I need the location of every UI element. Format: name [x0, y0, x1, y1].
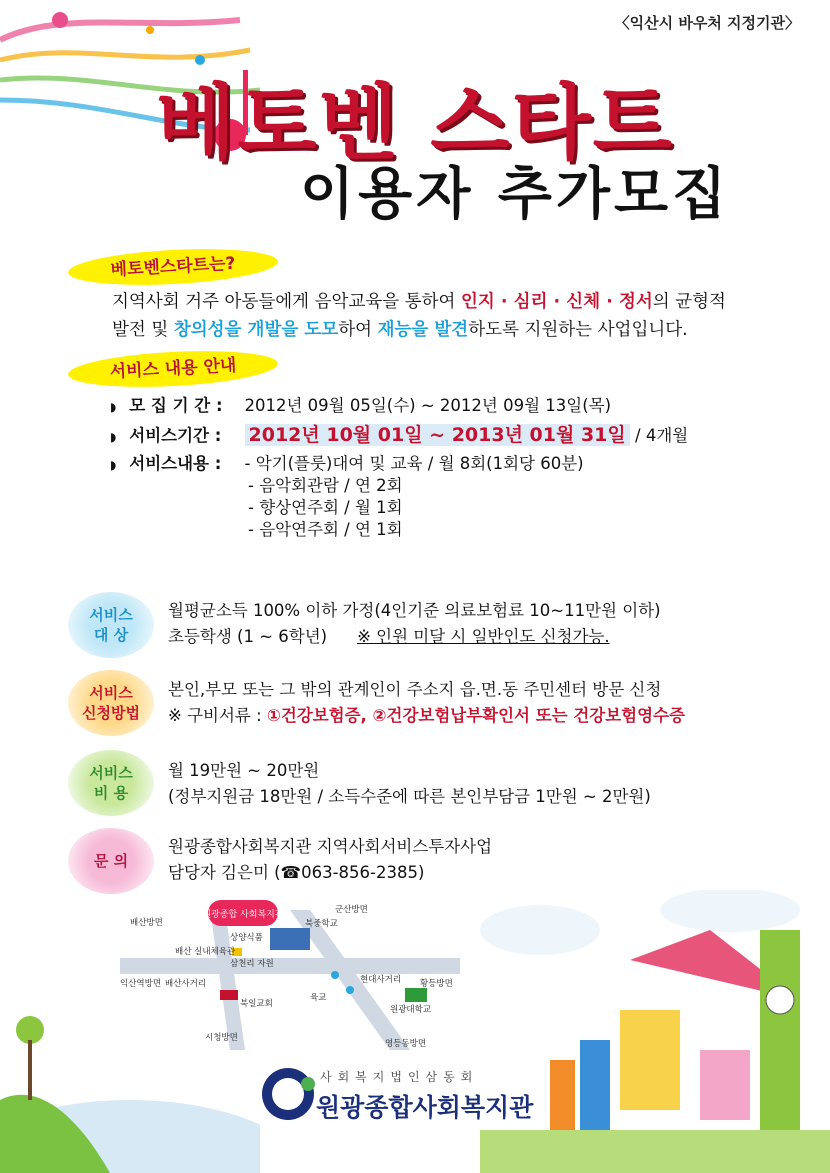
book-house-icon [620, 1010, 680, 1110]
service-content-item: - 음악연주회 / 연 1회 [248, 520, 403, 539]
about-highlight-blue: 창의성을 개발을 도모 [173, 320, 339, 340]
service-period-value: 2012년 10월 01일 ~ 2013년 01월 31일 [245, 424, 630, 446]
service-period-row [110, 420, 688, 447]
organization-name: 원광종합사회복지관 [316, 1093, 534, 1122]
inquiry-info [168, 834, 492, 886]
map-label: 배산 실내체육관 [175, 947, 236, 957]
target-line: 초등학생 (1 ~ 6학년) [168, 627, 328, 646]
bullet-icon: ◗ [110, 458, 117, 472]
welfare-center-building-icon [270, 928, 310, 950]
target-line: 월평균소득 100% 이하 가정(4인기준 의료보험료 10~11만원 이하) [168, 601, 661, 620]
map-label: 북중학교 [305, 919, 338, 929]
map-label: 북일교회 [240, 999, 273, 1009]
page-subtitle: 이용자 추가모집 [300, 162, 731, 227]
about-text-part: 의 균형적 [652, 292, 726, 312]
about-highlight-red: 인지 · 심리 · 신체 · 정서 [461, 292, 653, 312]
badge-text: 서비스 [89, 764, 133, 782]
girl-on-swing-icon [700, 1050, 750, 1120]
service-target-badge [68, 592, 154, 658]
service-content-item: - 음악회관람 / 연 2회 [248, 476, 403, 495]
badge-text: 문 의 [93, 852, 129, 870]
service-content-item: - 향상연주회 / 월 1회 [248, 498, 403, 517]
map-badge-label: 원광종합 사회복지관 [202, 910, 284, 920]
badge-text: 신청방법 [82, 704, 140, 722]
bullet-icon: ◗ [110, 430, 117, 444]
pencil-town-illustration [480, 890, 830, 1173]
map-label: 원광대학교 [390, 1005, 432, 1015]
map-label: 익산역방면 [120, 979, 162, 989]
map-label: 군산방면 [335, 905, 368, 915]
map-label: 상양식품 [230, 933, 263, 943]
apply-info [168, 677, 685, 729]
target-info [168, 598, 661, 650]
badge-text: 비 용 [93, 784, 129, 802]
organization-logo-icon [260, 1064, 316, 1124]
university-building-icon [405, 988, 427, 1002]
required-documents: ①건강보험증, ②건강보험납부확인서 또는 건강보험영수증 [266, 706, 685, 725]
map-label: 현대사거리 [360, 975, 402, 985]
tree-icon [16, 1016, 44, 1044]
voucher-designation: 〈익산시 바우처 지정기관〉 [614, 14, 800, 32]
map-label: 황등방면 [420, 979, 453, 989]
inquiry-badge [68, 828, 154, 894]
about-text-part: 지역사회 거주 아동들에게 음악교육을 통하여 [112, 292, 462, 312]
map-label: 시청방면 [205, 1033, 238, 1043]
about-text-part: 하도록 지원하는 사업입니다. [468, 320, 688, 340]
map-label: 배산사거리 [165, 979, 207, 989]
contact-line: 담당자 김은미 (☎063-856-2385) [168, 863, 425, 882]
page-title: 베토벤 스타트 [156, 76, 674, 171]
about-text-part: 발전 및 [112, 320, 174, 340]
inquiry-line: 원광종합사회복지관 지역사회서비스투자사업 [168, 837, 493, 856]
service-apply-badge [68, 670, 154, 736]
service-content-row [110, 450, 584, 474]
service-section-heading: 서비스 내용 안내 [67, 347, 278, 392]
badge-text: 서비스 [89, 684, 133, 702]
cost-line: (정부지원금 18만원 / 소득수준에 따른 본인부담금 1만원 ~ 2만원) [168, 787, 651, 806]
landscape-decoration [0, 1000, 260, 1173]
apply-line: 본인,부모 또는 그 밖의 관계인이 주소지 읍.면.동 주민센터 방문 신청 [168, 680, 662, 699]
cost-line: 월 19만원 ~ 20만원 [168, 761, 320, 780]
badge-text: 대 상 [93, 626, 129, 644]
about-highlight-blue: 재능을 발견 [377, 320, 469, 340]
map-label: 삼천리 자원 [230, 959, 274, 969]
target-note: ※ 인원 미달 시 일반인도 신청가능. [357, 627, 610, 646]
map-label: 영등동방면 [385, 1039, 427, 1049]
badge-text: 서비스 [89, 606, 133, 624]
about-section-heading: 베토벤스타트는? [67, 245, 278, 290]
service-content-item: - 악기(플룻)대여 및 교육 / 월 8회(1회당 60분) [244, 454, 584, 473]
about-description [112, 288, 772, 344]
service-period-label: 서비스기간 : [129, 426, 222, 445]
cost-info [168, 758, 651, 810]
map-label: 배산방면 [130, 918, 163, 928]
recruit-period-row [110, 392, 611, 416]
about-text-part: 하여 [338, 320, 378, 340]
service-period-suffix: / 4개월 [635, 426, 689, 445]
bullet-icon: ◗ [110, 400, 117, 414]
service-content-label: 서비스내용 : [129, 454, 222, 473]
pencil-tower-icon [760, 930, 800, 1130]
organization-logo [260, 1060, 560, 1130]
map-label: 육교 [310, 993, 327, 1003]
recruit-period-value: 2012년 09월 05일(수) ~ 2012년 09월 13일(목) [244, 396, 612, 415]
organization-parent-name: 사회복지법인삼동회 [320, 1070, 479, 1084]
apply-line: ※ 구비서류 : [168, 706, 267, 725]
service-cost-badge [68, 750, 154, 816]
recruit-period-label: 모 집 기 간 : [129, 396, 223, 415]
